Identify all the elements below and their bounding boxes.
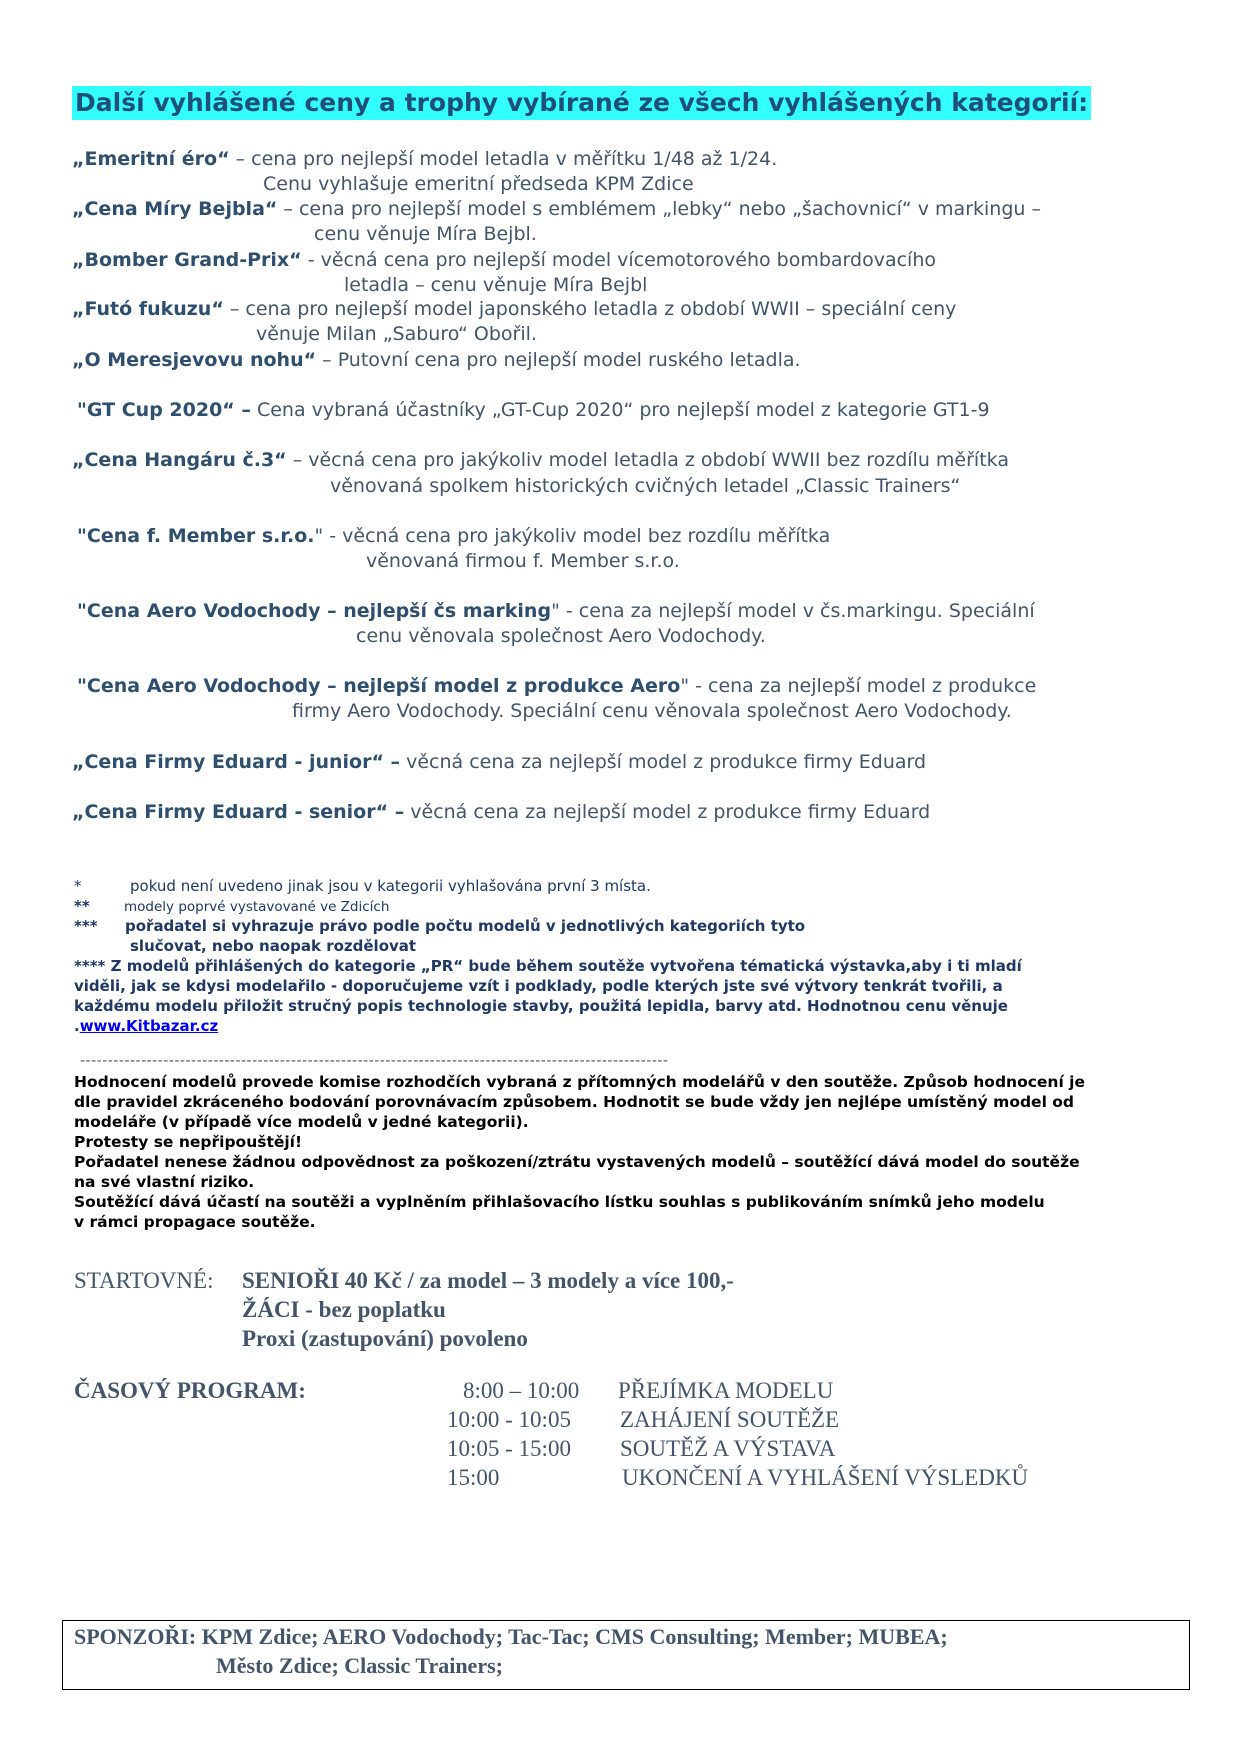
prize-2-cont: cenu věnuje Míra Bejbl. xyxy=(314,223,537,245)
prize-desc: " - věcná cena pro jakýkoliv model bez rozdílu měřítka xyxy=(314,525,831,547)
prize-12 xyxy=(72,800,930,825)
note-3-mark: *** xyxy=(74,917,98,935)
fees-line-1: SENIOŘI 40 Kč / za model – 3 modely a více 100,- xyxy=(242,1268,734,1293)
note-4-prefix: . xyxy=(74,1017,80,1035)
prize-3 xyxy=(72,248,936,273)
prize-9-cont: cenu věnovala společnost Aero Vodochody. xyxy=(356,625,766,647)
prize-9 xyxy=(77,599,1035,624)
prize-1 xyxy=(72,147,777,172)
schedule-time-2: 10:00 - 10:05 xyxy=(447,1407,571,1432)
fees-label: STARTOVNÉ: xyxy=(74,1268,214,1293)
prize-name: „Cena Firmy Eduard - junior“ – xyxy=(72,751,401,773)
note-4-line3: každému modelu přiložit stručný popis technologie stavby, použitá lepidla, barvy atd. Hodnotnou cenu věnuje xyxy=(74,997,1008,1015)
sponsors-line-1: SPONZOŘI: KPM Zdice; AERO Vodochody; Tac-Tac; CMS Consulting; Member; MUBEA; xyxy=(74,1624,948,1649)
prize-desc: – Putovní cena pro nejlepší model ruského letadla. xyxy=(316,349,801,371)
prize-desc: Cena vybraná účastníky „GT-Cup 2020“ pro nejlepší model z kategorie GT1-9 xyxy=(250,399,990,421)
prize-1-cont: Cenu vyhlašuje emeritní předseda KPM Zdice xyxy=(263,173,694,195)
sponsors-line-2: Město Zdice; Classic Trainers; xyxy=(216,1653,503,1678)
prize-desc: věcná cena za nejlepší model z produkce firmy Eduard xyxy=(404,801,931,823)
prize-name: "Cena f. Member s.r.o. xyxy=(77,525,315,547)
prize-desc: – cena pro nejlepší model japonského letadla z období WWII – speciální ceny xyxy=(223,298,957,320)
prize-11 xyxy=(72,750,926,775)
schedule-event-3: SOUTĚŽ A VÝSTAVA xyxy=(620,1436,836,1461)
prize-desc: " - cena za nejlepší model z produkce xyxy=(680,675,1037,697)
prize-4 xyxy=(72,297,956,322)
rule-line-8: v rámci propagace soutěže. xyxy=(74,1213,316,1231)
prize-name: „Cena Míry Bejbla“ xyxy=(72,198,278,220)
prize-2 xyxy=(72,197,1041,222)
prize-name: „O Meresjevovu nohu“ xyxy=(72,349,317,371)
rule-line-4: Protesty se nepřipouštějí! xyxy=(74,1133,303,1151)
fees-line-3: Proxi (zastupování) povoleno xyxy=(242,1326,528,1351)
rule-line-5: Pořadatel nenese žádnou odpovědnost za poškození/ztrátu vystavených modelů – soutěžící dává model do soutěže xyxy=(74,1153,1080,1171)
note-3-cont: slučovat, nebo naopak rozdělovat xyxy=(130,937,417,955)
prize-8 xyxy=(77,524,830,549)
prize-5 xyxy=(72,348,801,373)
schedule-event-4: UKONČENÍ A VYHLÁŠENÍ VÝSLEDKŮ xyxy=(622,1465,1029,1490)
separator-line: ---------------------------------------------------------------------------------------------------------- xyxy=(80,1053,669,1069)
schedule-event-2: ZAHÁJENÍ SOUTĚŽE xyxy=(620,1407,840,1432)
prize-desc: věcná cena za nejlepší model z produkce firmy Eduard xyxy=(400,751,927,773)
note-3-text: pořadatel si vyhrazuje právo podle počtu modelů v jednotlivých kategoriích tyto xyxy=(125,917,806,935)
prize-name: "Cena Aero Vodochody – nejlepší čs marking xyxy=(77,600,552,622)
kitbazar-link[interactable]: www.Kitbazar.cz xyxy=(79,1017,219,1035)
prize-7 xyxy=(72,448,1009,473)
prize-desc: – cena pro nejlepší model letadla v měřítku 1/48 až 1/24. xyxy=(229,148,778,170)
prize-name: "Cena Aero Vodochody – nejlepší model z produkce Aero xyxy=(77,675,681,697)
note-2-text: modely poprvé vystavované ve Zdicích xyxy=(124,899,390,915)
prize-desc: – věcná cena pro jakýkoliv model letadla z období WWII bez rozdílu měřítka xyxy=(286,449,1009,471)
rule-line-7: Soutěžící dává účastí na soutěži a vyplněním přihlašovacího lístku souhlas s publikováním snímků jeho modelu xyxy=(74,1193,1045,1211)
prize-name: „Bomber Grand-Prix“ xyxy=(72,249,302,271)
note-4-line2: viděli, jak se kdysi modelařilo - doporučujeme vzít i podklady, podle kterých jste své výtvory tenkrát tvořili, a xyxy=(74,977,1003,995)
prize-name: "GT Cup 2020“ – xyxy=(77,399,251,421)
fees-line-2: ŽÁCI - bez poplatku xyxy=(242,1297,446,1322)
prize-6 xyxy=(77,398,990,423)
rule-line-6: na své vlastní riziko. xyxy=(74,1173,255,1191)
prize-4-cont: věnuje Milan „Saburo“ Obořil. xyxy=(256,323,537,345)
prize-7-cont: věnovaná spolkem historických cvičných letadel „Classic Trainers“ xyxy=(330,475,961,497)
prize-3-cont: letadla – cenu věnuje Míra Bejbl xyxy=(344,274,648,296)
prize-10 xyxy=(77,674,1036,699)
schedule-label: ČASOVÝ PROGRAM: xyxy=(74,1378,306,1403)
note-4-line4 xyxy=(74,1016,218,1036)
note-4-line1: **** Z modelů přihlášených do kategorie „PR“ bude během soutěže vytvořena tématická výstavka,aby i ti mladí xyxy=(74,957,1022,975)
rule-line-1: Hodnocení modelů provede komise rozhodčích vybraná z přítomných modelářů v den soutěže. Způsob hodnocení je xyxy=(74,1073,1085,1091)
schedule-time-4: 15:00 xyxy=(447,1465,500,1490)
prize-10-cont: firmy Aero Vodochody. Speciální cenu věnovala společnost Aero Vodochody. xyxy=(292,700,1012,722)
prize-name: „Futó fukuzu“ xyxy=(72,298,224,320)
prize-name: „Cena Hangáru č.3“ xyxy=(72,449,287,471)
schedule-time-3: 10:05 - 15:00 xyxy=(447,1436,571,1461)
note-2-mark: ** xyxy=(74,897,90,915)
rule-line-2: dle pravidel zkráceného bodování porovnávacím způsobem. Hodnotit se bude vždy jen nejlépe umístěný model od xyxy=(74,1093,1075,1111)
prize-name: „Emeritní éro“ xyxy=(72,148,230,170)
prize-desc: " - cena za nejlepší model v čs.markingu. Speciální xyxy=(551,600,1035,622)
section-heading: Další vyhlášené ceny a trophy vybírané ze všech vyhlášených kategorií: xyxy=(72,86,1091,120)
prize-desc: - věcná cena pro nejlepší model vícemotorového bombardovacího xyxy=(301,249,936,271)
schedule-time-1: 8:00 – 10:00 xyxy=(463,1378,580,1403)
prize-name: „Cena Firmy Eduard - senior“ – xyxy=(72,801,405,823)
rule-line-3: modeláře (v případě více modelů v jedné kategorii). xyxy=(74,1113,529,1131)
prize-desc: – cena pro nejlepší model s emblémem „lebky“ nebo „šachovnicí“ v markingu – xyxy=(277,198,1041,220)
prize-8-cont: věnovaná firmou f. Member s.r.o. xyxy=(366,550,680,572)
schedule-event-1: PŘEJÍMKA MODELU xyxy=(618,1378,834,1403)
note-1-mark: * xyxy=(74,877,82,895)
note-1-text: pokud není uvedeno jinak jsou v kategorii vyhlašována první 3 místa. xyxy=(130,877,651,895)
